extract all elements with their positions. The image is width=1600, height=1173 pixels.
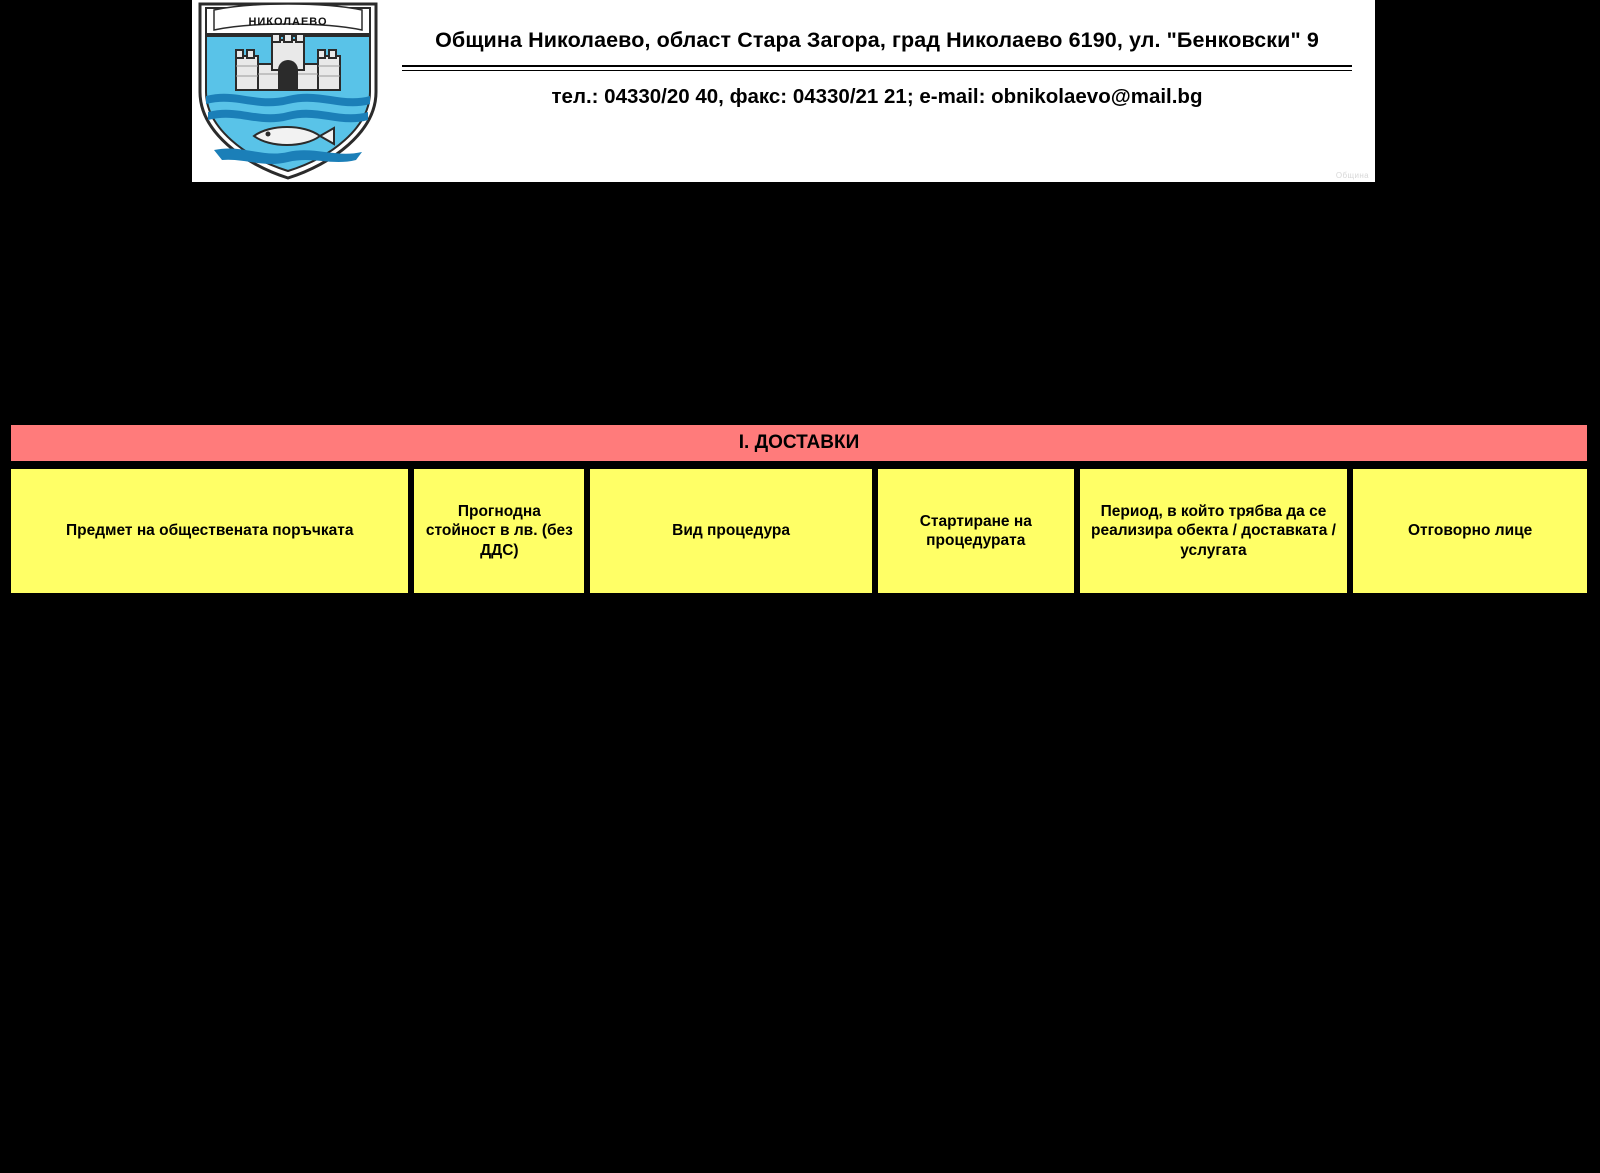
column-header-estimated-value: Прогнодна стойност в лв. (без ДДС) (413, 468, 585, 594)
organization-contacts: тел.: 04330/20 40, факс: 04330/21 21; e-mail: obnikolaevo@mail.bg (551, 85, 1203, 108)
letterhead-watermark: Община (1335, 171, 1369, 180)
letterhead-divider-thin (402, 70, 1352, 71)
organization-address: Община Николаево, област Стара Загора, град Николаево 6190, ул. "Бенковски" 9 (435, 28, 1319, 52)
coat-of-arms-icon (192, 0, 384, 182)
section-banner-deliveries (10, 424, 1588, 462)
column-header-procedure-type: Вид процедура (589, 468, 873, 594)
column-header-subject: Предмет на обществената поръчката (10, 468, 409, 594)
column-header-responsible-person: Отговорно лице (1352, 468, 1588, 594)
letterhead-text (392, 28, 1362, 109)
column-header-realization-period: Период, в който трябва да се реализира обекта / доставката / услугата (1079, 468, 1349, 594)
letterhead (192, 0, 1375, 182)
coat-of-arms (192, 0, 384, 182)
table-header-row (10, 468, 1588, 594)
svg-text:НИКОЛАЕВО: НИКОЛАЕВО (248, 16, 328, 28)
letterhead-divider (402, 65, 1352, 67)
column-header-procedure-start: Стартиране на процедурата (877, 468, 1075, 594)
section-title: I. ДОСТАВКИ (738, 432, 860, 453)
